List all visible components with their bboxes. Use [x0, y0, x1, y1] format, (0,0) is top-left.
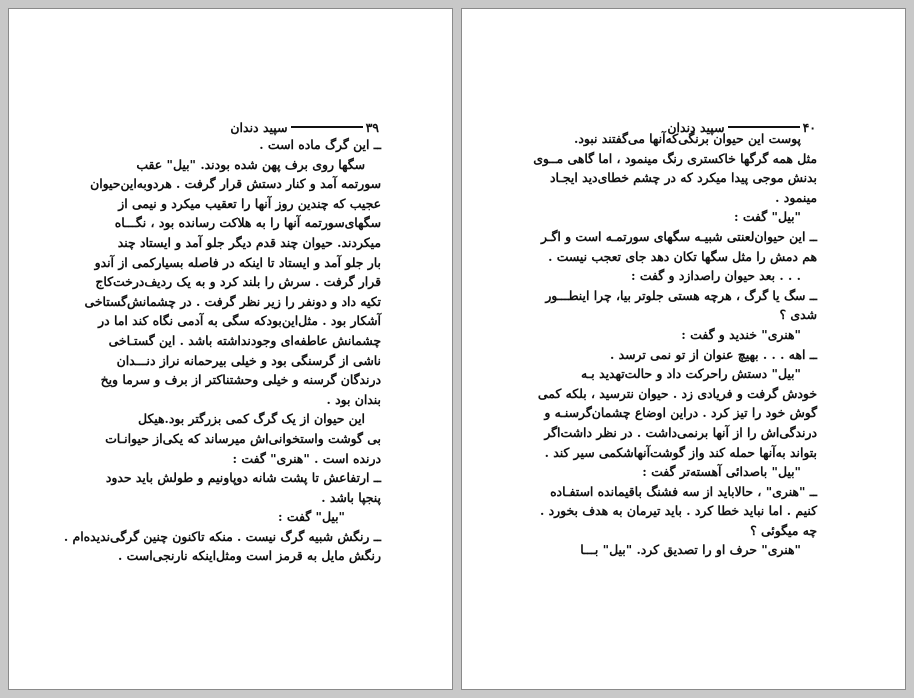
right-page — [461, 8, 906, 690]
text-line: ــ ارتفاعش تا پشت شانه دوپاونیم و طولش باید حدود — [105, 470, 381, 486]
text-line: سگها روی برف پهن شده بودند. "بیل" عقب — [136, 156, 365, 172]
text-line: ــ این گرگ ماده است . — [259, 137, 381, 152]
left-page — [8, 8, 453, 690]
text-line: چه میگوئی ؟ — [750, 522, 817, 538]
text-line: کنیم . اما نباید خطا کرد . باید تیرمان به هدف بخورد . — [540, 503, 817, 519]
text-line: هم دمش را مثل سگها تکان دهد جای تعجب نیست . — [548, 248, 817, 264]
right-page-number: ۴۰ — [802, 119, 816, 135]
text-line: "بیل" گفت : — [277, 509, 345, 525]
text-line: "هنری" خندید و گفت : — [681, 326, 801, 342]
text-line: آشکار بود . مثل‌این‌بودکه سگی به آدمی نگاه کند اما در — [98, 313, 381, 329]
text-line: ــ رنگش شبیه گرگ نیست . منکه تاکنون چنین گرگی‌ندیده‌ام . — [63, 528, 381, 544]
text-line: سورتمه آمد و کنار دستش قرار گرفت . هردوبه‌این‌حیوان — [90, 176, 381, 192]
text-line: چشمانش عاطفه‌ای وجودنداشته باشد . این گستـاخی — [108, 332, 381, 348]
text-line: "هنری" حرف او را تصدیق کرد. "بیل" بـــا — [580, 542, 801, 558]
text-line: شدی ؟ — [779, 307, 817, 323]
text-line: بی گوشت واستخوانی‌اش میرساند که یکی‌از حیوانـات — [105, 430, 381, 446]
text-line: "بیل" گفت : — [733, 209, 801, 225]
right-running-title: سپید دندان — [667, 119, 725, 135]
text-line: رنگش مایل به قرمز است ومثل‌اینکه نارنجی‌است . — [118, 548, 381, 564]
text-line: ناشی از گرسنگی بود و خیلی بیرحمانه نراز دنـــدان — [116, 352, 381, 368]
text-line: خودش گرفت و فریادی زد . حیوان نترسید ، بلکه کمی — [537, 385, 817, 401]
text-line: پوست این حیوان برنگی‌که‌آنها می‌گفتند نبود. — [574, 131, 801, 146]
text-line: ــ سگ یا گرگ ، هرچه هستی جلوتر بیا، چرا اینطـــور — [545, 287, 817, 303]
text-line: . . . بعد حیوان راصدازد و گفت : — [630, 268, 801, 284]
text-line: قرار گرفت . سرش را بلند کرد و به یک ردیف‌درخت‌کاج — [95, 274, 381, 290]
text-line: عجیب که چندین روز آنها را تعقیب میکرد و نیمی از — [118, 195, 381, 211]
text-line: این حیوان از یک گرگ کمی بزرگتر بود.هیکل — [138, 411, 365, 427]
left-page-body — [63, 135, 381, 566]
text-line: درندگان گرسنه و خیلی وحشتناکتر از برف و سرما ویخ — [100, 372, 381, 388]
text-line: "بیل" باصدائی آهسته‌تر گفت : — [642, 464, 801, 480]
left-page-header — [129, 117, 379, 137]
text-line: مینمود . — [775, 189, 817, 205]
text-line: میکردند. حیوان چند قدم دیگر جلو آمد و ایستاد چند — [117, 234, 381, 250]
left-page-number: ۳۹ — [365, 119, 379, 135]
text-line: پنجپا باشد . — [321, 489, 381, 505]
text-line: درندگی‌اش را از آنها برنمی‌داشت . در نظر داشت‌اگر — [544, 424, 817, 440]
text-line: "بیل" دستش راحرکت داد و حالت‌تهدید بـه — [581, 366, 801, 382]
text-line: درنده است . "هنری" گفت : — [232, 450, 381, 466]
text-line: بدنش موجی پیدا میکرد که در چشم خطای‌دید ایجـاد — [549, 170, 817, 186]
left-running-title: سپید دندان — [230, 119, 288, 135]
text-line: سگهای‌سورتمه آنها را به هلاکت رسانده بود ، نگـــاه — [114, 215, 381, 231]
header-rule — [291, 126, 363, 128]
text-line: گوش خود را تیز کرد . دراین اوضاع چشمان‌گرسنـه و — [544, 405, 817, 421]
text-line: مثل همه گرگها خاکستری رنگ مینمود ، اما گاهی مــوی — [533, 150, 817, 166]
text-line: بندان بود . — [326, 391, 381, 407]
text-line: ــ اهه . . . بهیچ عنوان از تو نمی ترسد . — [610, 346, 817, 362]
header-rule — [728, 126, 800, 128]
right-page-body — [533, 129, 817, 560]
text-line: ــ "هنری" ، حالاباید از سه فشنگ باقیمانده استفـاده — [550, 483, 817, 499]
text-line: ــ این حیوان‌لعنتی شبیـه سگهای سورتمـه است و اگـر — [541, 228, 817, 244]
text-line: بار جلو آمد و ایستاد تا اینکه در فاصله بسیارکمی از آندو — [94, 254, 381, 270]
text-line: بتواند به‌آنها حمله کند واز گوشت‌آنهاشکمی سیر کند . — [544, 444, 817, 460]
text-line: تکیه داد و دونفر را زیر نظر گرفت . در چشمانش‌گستاخی — [84, 293, 381, 309]
